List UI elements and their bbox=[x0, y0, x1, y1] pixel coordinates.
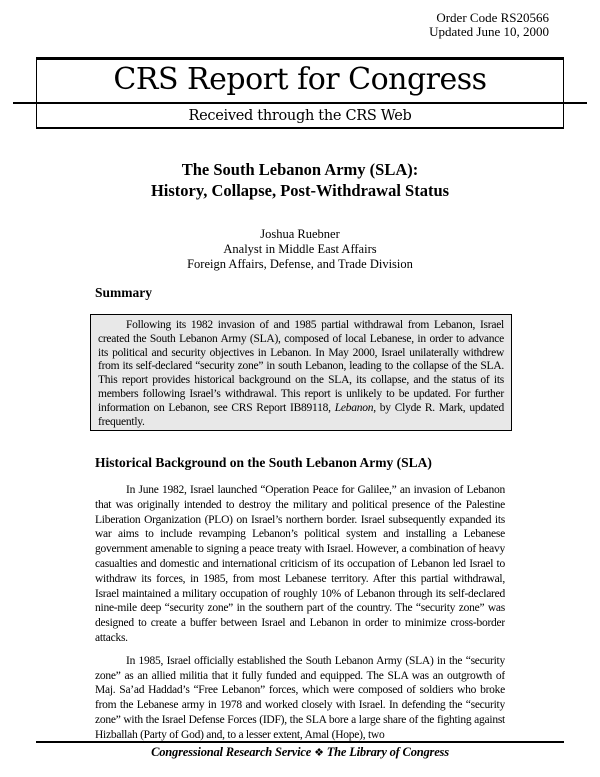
paragraph-1: In June 1982, Israel launched “Operation Peace for Galilee,” an invasion of Lebanon that was originally intended to destroy the military and political presence of the Palestine Liberation Organization (PLO) on Israel’s northern border. Israel subsequently expanded its war aims to include revamping Lebanon’s political system and installing a Lebanese government amenable to signing a peace treaty with Israel. However, a combination of heavy casualties and domestic and international criticism of its occupation of Lebanon led Israel to withdraw its forces, in 1985, from most Lebanese territory. After this partial withdrawal, Israel maintained a military occupation of roughly 10% of Lebanon through its self-declared nine-mile deep “security zone” in the southern part of the country. The “security zone” was designed to create a buffer between Israel and Lebanon in order to minimize cross-border attacks. bbox=[95, 484, 505, 644]
section-heading: Historical Background on the South Lebanon Army (SLA) bbox=[95, 455, 432, 470]
summary-text bbox=[98, 319, 504, 429]
summary-heading: Summary bbox=[95, 285, 152, 300]
masthead-title: CRS Report for Congress bbox=[113, 62, 487, 97]
masthead-box bbox=[36, 57, 564, 129]
summary-text-end: , by Clyde R. Mark, updated frequently. bbox=[98, 401, 504, 428]
footer-rule bbox=[36, 741, 564, 743]
summary-text-start: Following its 1982 invasion of and 1985 partial withdrawal from Lebanon, Israel created the South Lebanon Army (SLA), composed of local Lebanese, in order to advance its political and security objectives in Lebanon. In May 2000, Israel unilaterally withdrew from its self-declared “security zone” in south Lebanon, leading to the collapse of the SLA. This report provides historical background on the SLA, its collapse, and the status of its members following Israel’s withdrawal. This report is unlikely to be updated. For further information on Lebanon, see CRS Report IB89118, bbox=[98, 319, 504, 414]
footer-org-left: Congressional Research Service bbox=[151, 745, 312, 759]
author-role: Analyst in Middle East Affairs bbox=[223, 242, 377, 256]
body-text bbox=[95, 483, 505, 741]
author-block bbox=[0, 227, 600, 272]
masthead-subtitle: Received through the CRS Web bbox=[188, 108, 412, 124]
author-division: Foreign Affairs, Defense, and Trade Division bbox=[187, 257, 413, 271]
report-title-line1: The South Lebanon Army (SLA): bbox=[181, 160, 419, 179]
footer-org-line bbox=[0, 745, 600, 760]
summary-italic-term: Lebanon bbox=[334, 401, 374, 414]
report-title bbox=[0, 159, 600, 201]
order-code: Order Code RS20566 bbox=[436, 10, 549, 25]
order-code-block bbox=[429, 11, 549, 38]
author-name: Joshua Ruebner bbox=[260, 227, 340, 241]
report-title-line2: History, Collapse, Post-Withdrawal Status bbox=[150, 181, 450, 200]
masthead-divider-rule bbox=[13, 102, 587, 104]
diamond-icon: ❖ bbox=[314, 746, 324, 759]
footer-org-right: The Library of Congress bbox=[326, 745, 449, 759]
paragraph-2: In 1985, Israel officially established the South Lebanon Army (SLA) in the “security zone” as an allied militia that it fully funded and equipped. The SLA was an outgrowth of Maj. Sa’ad Haddad’s “Free Lebanon” forces, which were composed of soldiers who broke from the Lebanese army in 1978 and worked closely with Israel. In defending the “security zone” with the Israel Defense Forces (IDF), the SLA bore a large share of the fighting against Hizballah (Party of God) and, to a lesser extent, Amal (Hope), two bbox=[95, 654, 505, 741]
updated-date: Updated June 10, 2000 bbox=[429, 23, 549, 39]
summary-box bbox=[90, 314, 512, 431]
